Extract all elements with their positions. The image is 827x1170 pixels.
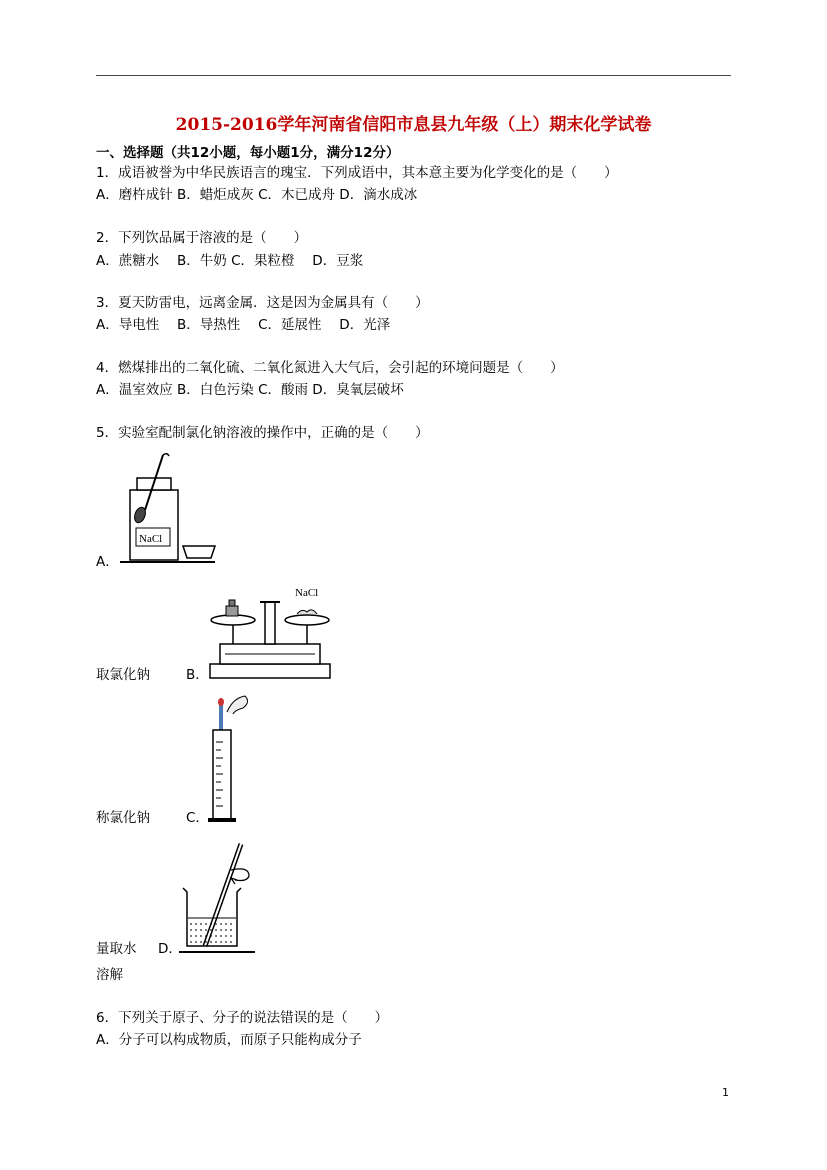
option-c-label: C． — [186, 810, 209, 826]
question-5-stem: 5．实验室配制氯化钠溶液的操作中，正确的是（ ） — [96, 425, 429, 441]
figure-c-cylinder — [205, 692, 255, 827]
question-3-stem: 3．夏天防雷电，远离金属．这是因为金属具有（ ） — [96, 295, 429, 311]
option-a-caption: 取氯化钠 — [96, 667, 150, 683]
question-6-option-a: A．分子可以构成物质，而原子只能构成分子 — [96, 1032, 362, 1048]
question-2-options: A．蔗糖水 B．牛奶 C．果粒橙 D．豆浆 — [96, 253, 364, 269]
question-2-stem: 2．下列饮品属于溶液的是（ ） — [96, 230, 308, 246]
nacl-label-b: NaCl — [295, 587, 319, 599]
question-4-options: A．温室效应 B．白色污染 C．酸雨 D．臭氧层破坏 — [96, 382, 404, 398]
header-rule — [96, 75, 731, 76]
figure-a-take-nacl — [115, 450, 225, 565]
option-b-label: B． — [186, 667, 209, 683]
page-number: 1 — [722, 1086, 729, 1099]
question-1-options: A．磨杵成针 B．蜡炬成灰 C．木已成舟 D．滴水成冰 — [96, 187, 418, 203]
nacl-label-a: NaCl — [139, 533, 163, 545]
question-6-stem: 6．下列关于原子、分子的说法错误的是（ ） — [96, 1010, 389, 1026]
figure-b-balance — [205, 582, 335, 682]
option-c-caption: 量取水 — [96, 941, 137, 957]
option-d-label: D． — [158, 941, 182, 957]
option-b-caption: 称氯化钠 — [96, 810, 150, 826]
section-heading: 一、选择题（共12小题，每小题1分，满分12分） — [96, 145, 400, 161]
question-1-stem: 1．成语被誉为中华民族语言的瑰宝．下列成语中，其本意主要为化学变化的是（ ） — [96, 165, 618, 181]
figure-d-beaker — [175, 838, 255, 958]
question-4-stem: 4．燃煤排出的二氧化硫、二氧化氮进入大气后，会引起的环境问题是（ ） — [96, 360, 564, 376]
page-title: 2015-2016学年河南省信阳市息县九年级（上）期末化学试卷 — [175, 115, 652, 135]
option-a-label: A． — [96, 554, 119, 570]
question-3-options: A．导电性 B．导热性 C．延展性 D．光泽 — [96, 317, 391, 333]
option-d-caption: 溶解 — [96, 967, 123, 983]
